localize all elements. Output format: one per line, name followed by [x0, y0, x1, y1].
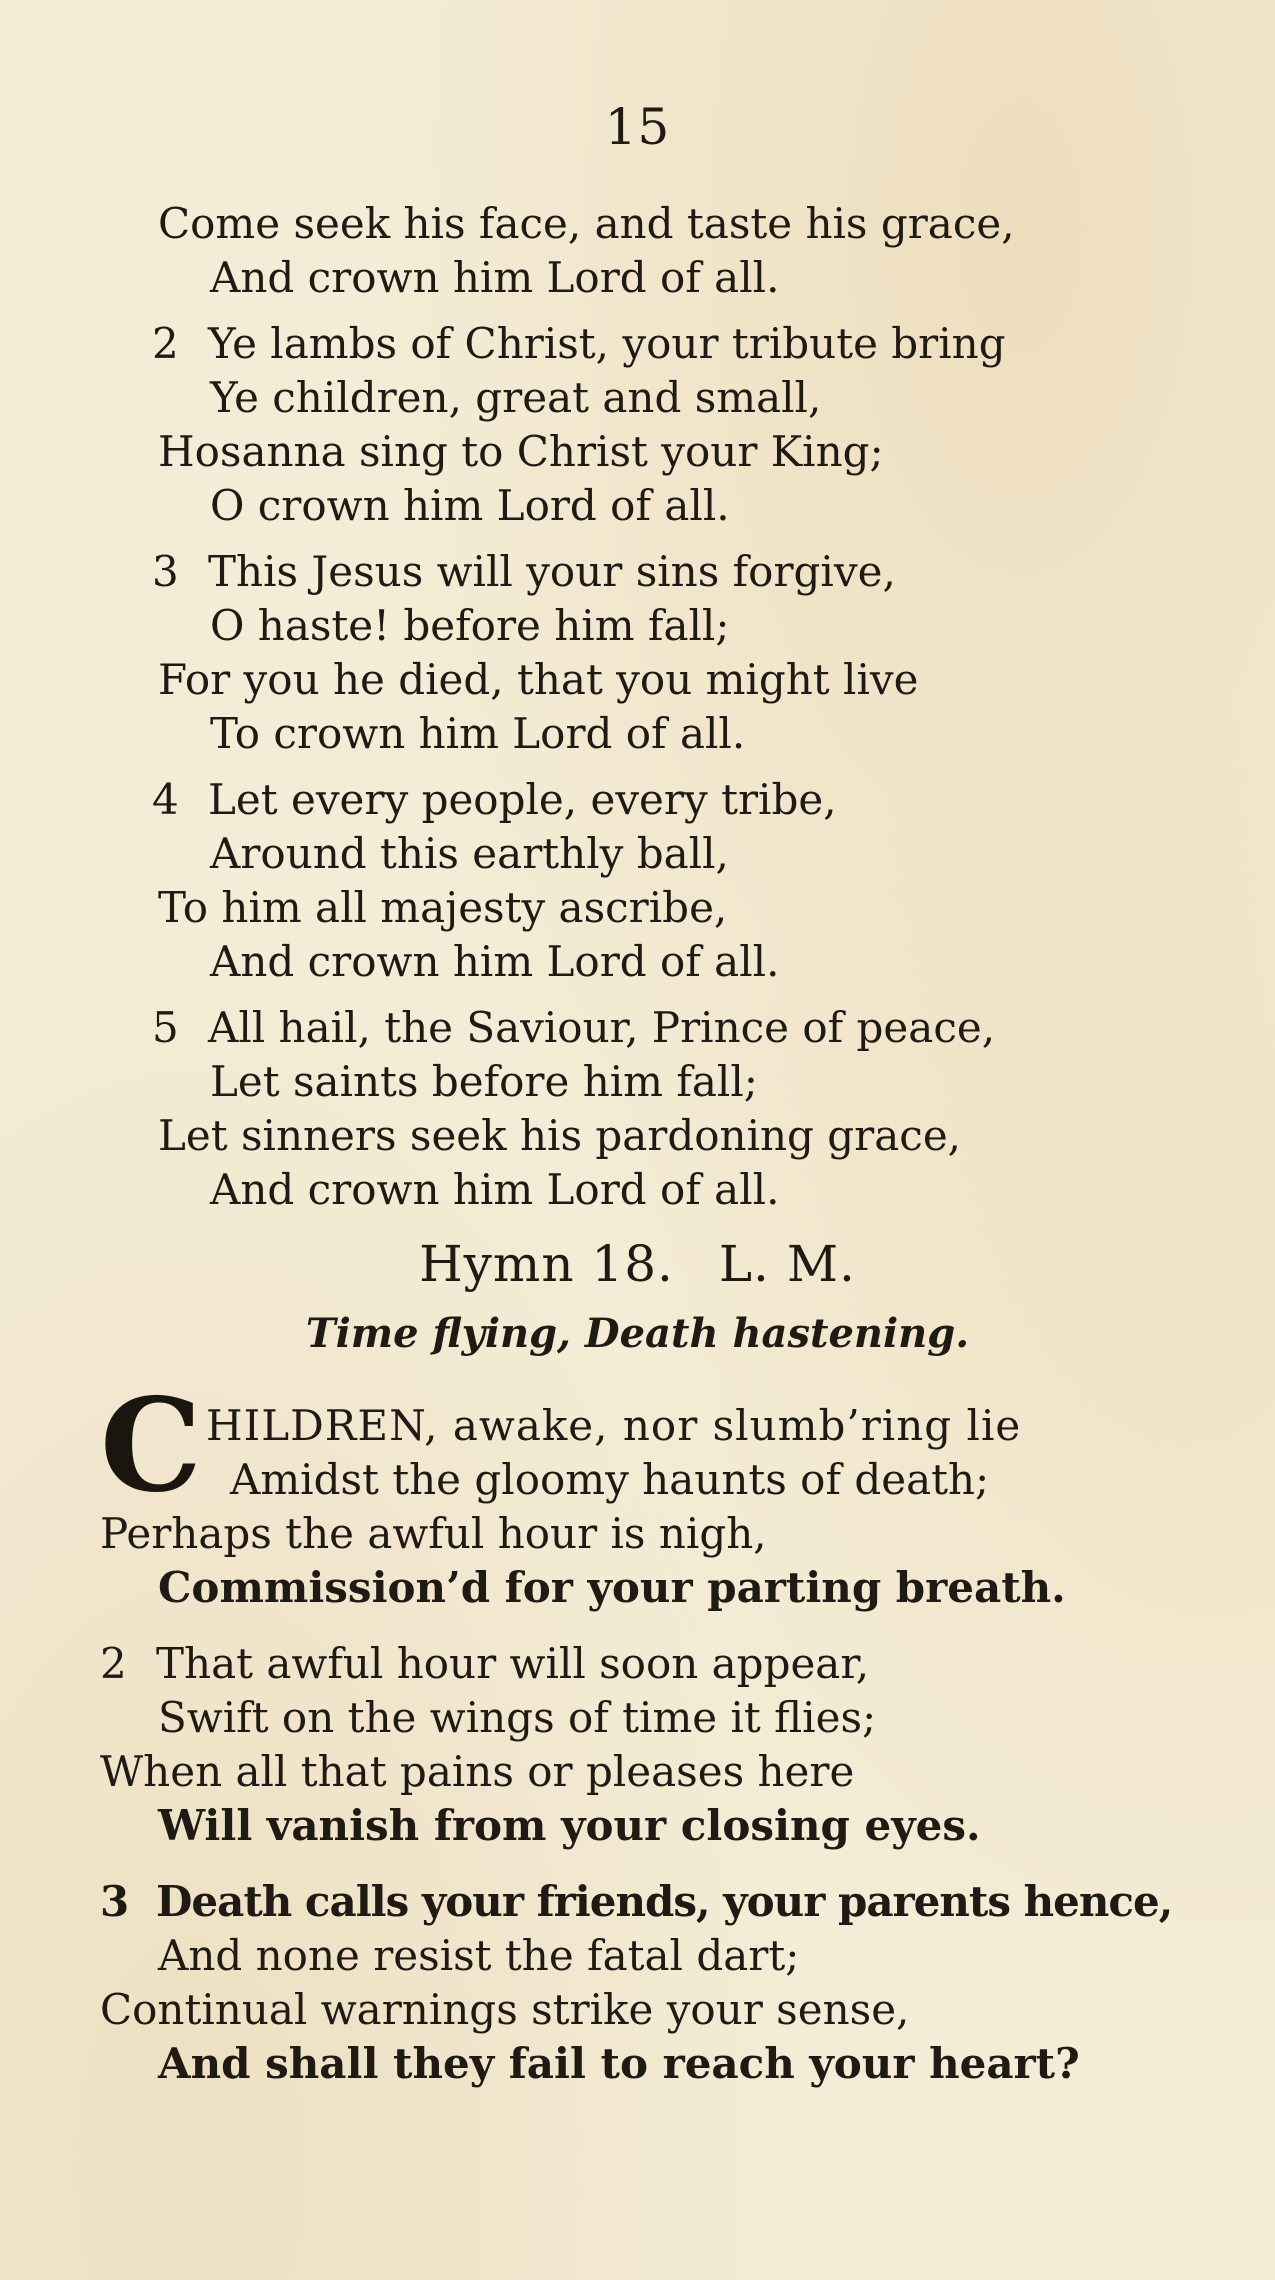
stanza-number: 2	[100, 1639, 127, 1688]
hymn17-stanza4-line2: Around this earthly ball,	[210, 829, 729, 878]
hymn18-stanza1-line3: Perhaps the awful hour is nigh,	[100, 1509, 767, 1558]
hymn17-stanza4-line3: To him all majesty ascribe,	[158, 883, 728, 932]
hymn17-stanza1-line3: Come seek his face, and taste his grace,	[158, 199, 1015, 248]
hymn18-stanza3-line3: Continual warnings strike your sense,	[100, 1985, 910, 2034]
hymn17-stanza3-line3: For you he died, that you might live	[158, 655, 919, 704]
hymn-title	[0, 1235, 1275, 1293]
hymn18-stanza3-line2: And none resist the fatal dart;	[158, 1931, 800, 1980]
hymn18-stanza1-line2: Amidst the gloomy haunts of death;	[230, 1455, 990, 1504]
hymn17-stanza5-line1: 5 All hail, the Saviour, Prince of peace,	[152, 1003, 996, 1052]
hymn18-stanza2-line1: 2 That awful hour will soon appear,	[100, 1639, 870, 1688]
hymn18-stanza2-line4: Will vanish from your closing eyes.	[158, 1801, 981, 1850]
hymn17-stanza4-line4: And crown him Lord of all.	[210, 937, 780, 986]
hymn17-stanza2-line2: Ye children, great and small,	[210, 373, 822, 422]
hymn-subtitle: Time flying, Death hastening.	[305, 1310, 970, 1357]
hymn17-stanza3-line2: O haste! before him fall;	[210, 601, 730, 650]
hymn17-stanza2-line3: Hosanna sing to Christ your King;	[158, 427, 884, 476]
hymn18-stanza3-line1: 3 Death calls your friends, your parents hence,	[100, 1877, 1173, 1926]
hymn17-stanza3-line4: To crown him Lord of all.	[210, 709, 746, 758]
stanza-number: 3	[152, 547, 179, 596]
hymn18-stanza1-line1: HILDREN, awake, nor slumb’ring lie	[206, 1401, 1022, 1450]
hymn18-stanza3-line4: And shall they fail to reach your heart?	[158, 2039, 1080, 2088]
stanza-number: 3	[100, 1877, 129, 1926]
hymn17-stanza2-line1: 2 Ye lambs of Christ, your tribute bring	[152, 319, 1006, 368]
hymn17-stanza3-line1: 3 This Jesus will your sins forgive,	[152, 547, 896, 596]
stanza-number: 4	[152, 775, 179, 824]
hymn-meter: L. M.	[718, 1235, 856, 1293]
hymn17-stanza5-line2: Let saints before him fall;	[210, 1057, 758, 1106]
hymn17-stanza5-line4: And crown him Lord of all.	[210, 1165, 780, 1214]
drop-cap: C	[100, 1371, 202, 1521]
hymn17-stanza5-line3: Let sinners seek his pardoning grace,	[158, 1111, 962, 1160]
stanza-number: 2	[152, 319, 179, 368]
stanza-number: 5	[152, 1003, 179, 1052]
page-number: 15	[604, 98, 671, 156]
hymn17-stanza1-line4: And crown him Lord of all.	[210, 253, 780, 302]
hymn18-stanza1-line4: Commission’d for your parting breath.	[158, 1563, 1066, 1612]
hymn17-stanza4-line1: 4 Let every people, every tribe,	[152, 775, 837, 824]
hymn-number: Hymn 18.	[419, 1235, 674, 1293]
hymn17-stanza2-line4: O crown him Lord of all.	[210, 481, 730, 530]
hymn18-stanza2-line3: When all that pains or pleases here	[100, 1747, 855, 1796]
hymn18-stanza2-line2: Swift on the wings of time it flies;	[158, 1693, 877, 1742]
